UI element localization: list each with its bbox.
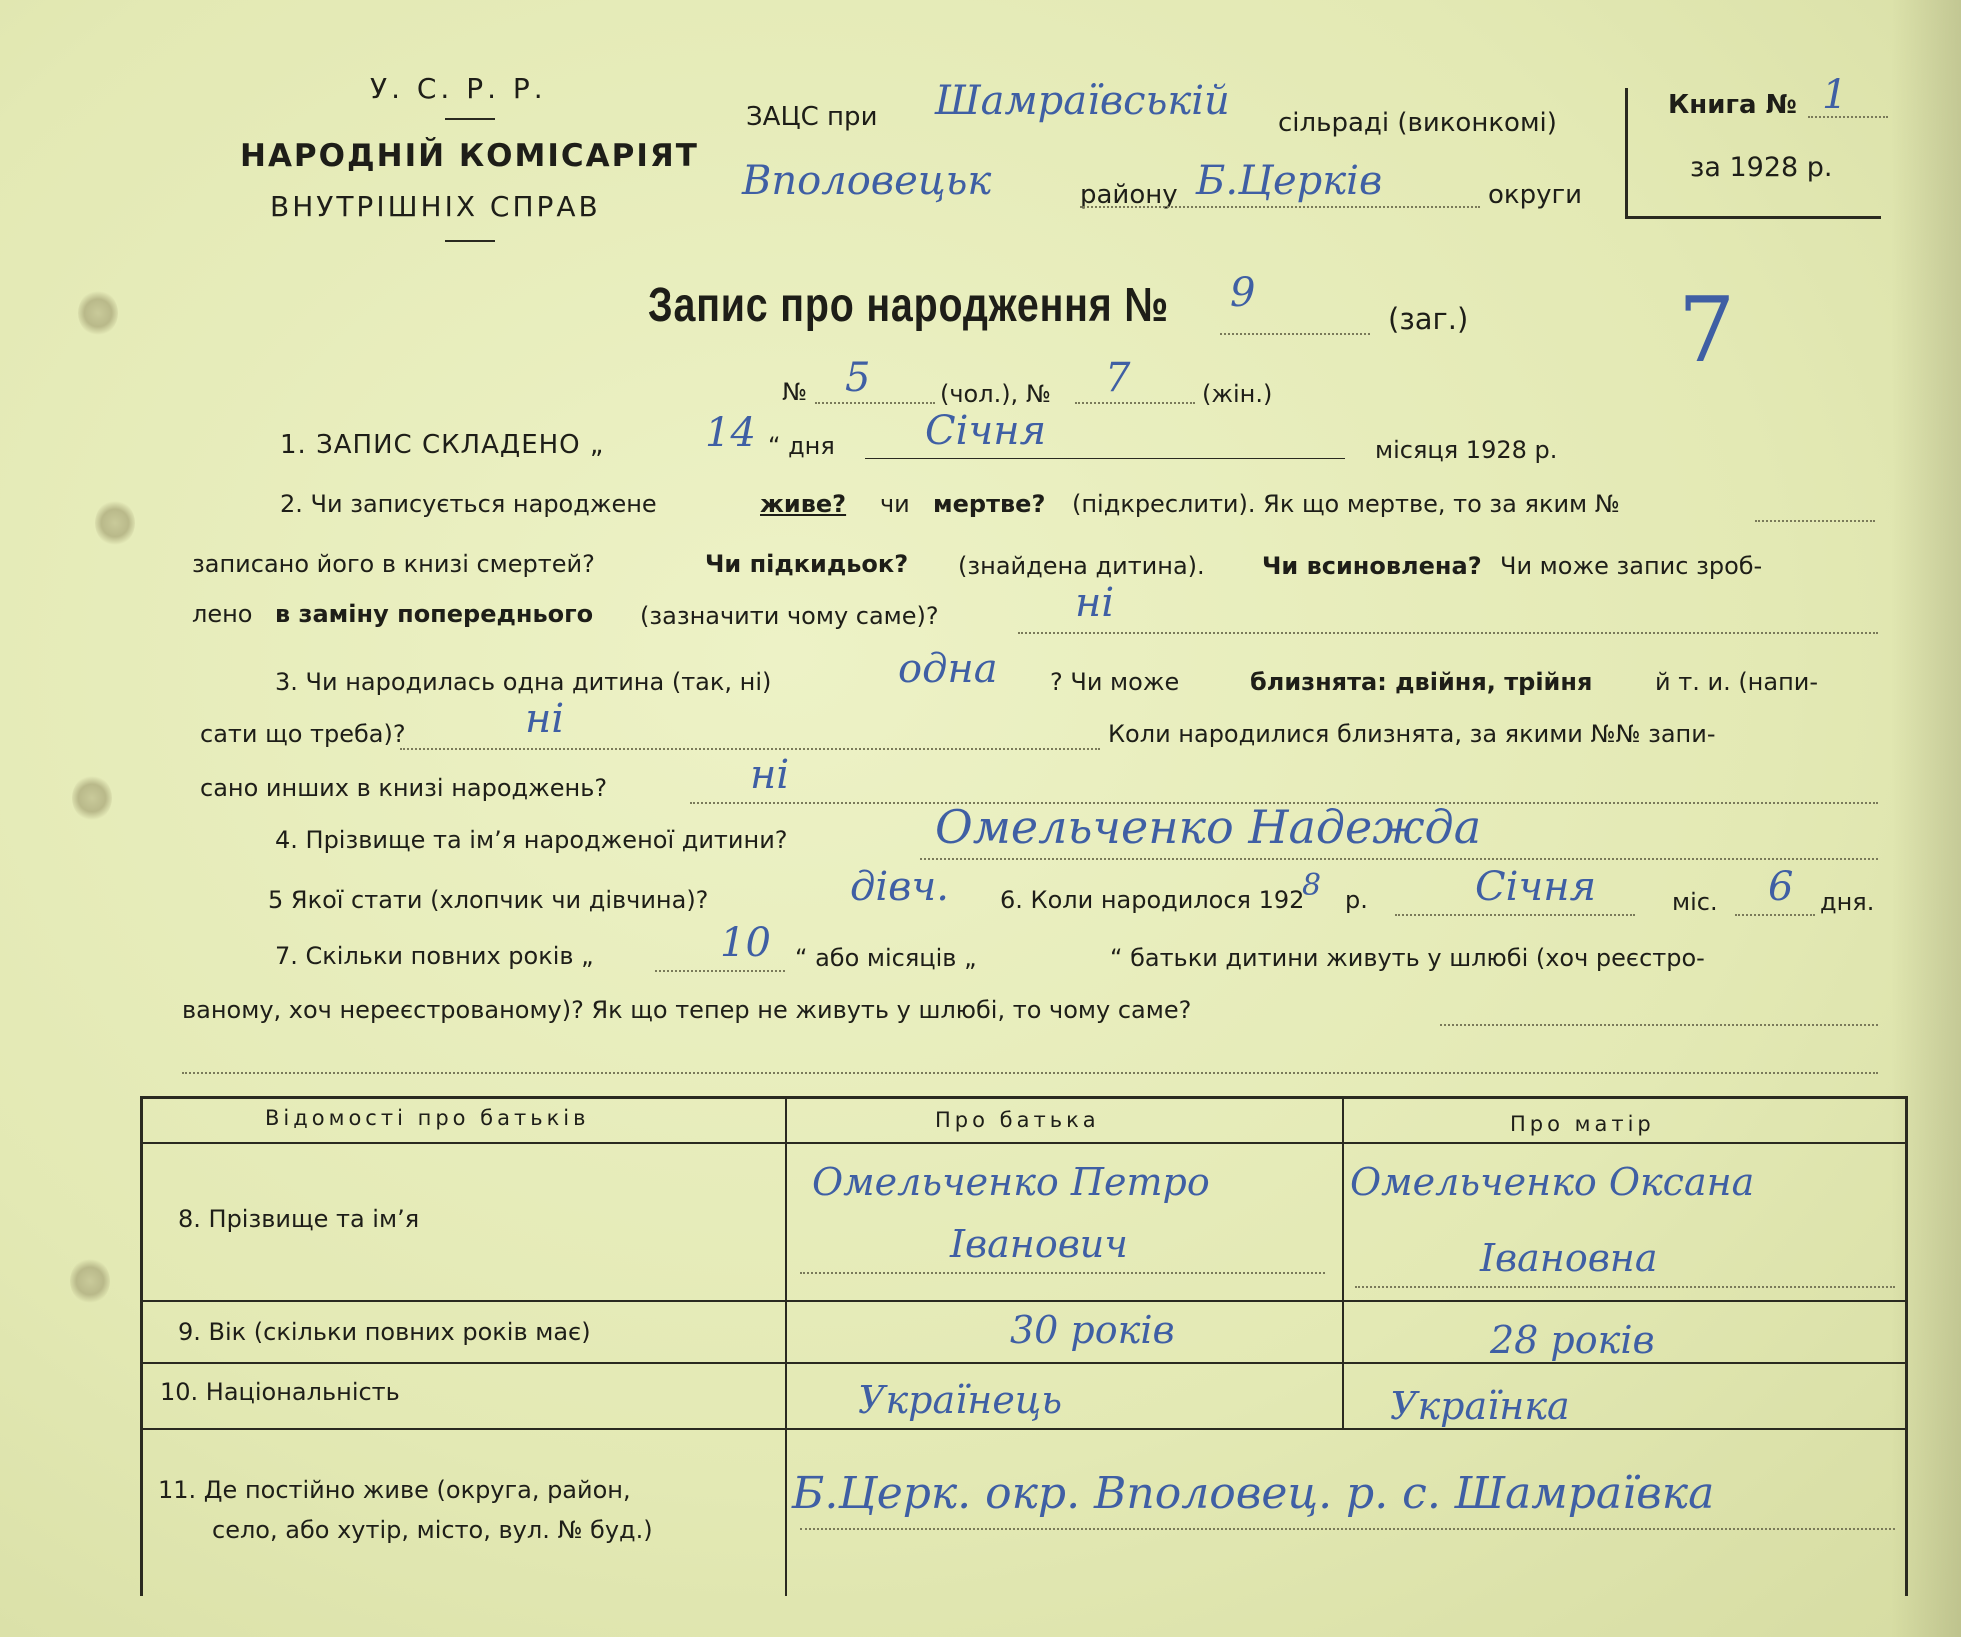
book-box-border <box>1625 216 1881 219</box>
binding-hole <box>70 1258 110 1304</box>
q2-foundling: Чи підкидьок? <box>705 550 909 578</box>
dotted-line <box>400 748 1100 750</box>
q2-text: (знайдена дитина). <box>958 552 1205 580</box>
binding-hole <box>78 290 118 336</box>
dotted-line <box>800 1528 1895 1530</box>
corner-mark: 7 <box>1678 278 1736 383</box>
ussr-label: У. С. Р. Р. <box>370 72 547 105</box>
q3-twins: близнята: двійня, трійня <box>1250 668 1593 696</box>
q2-dead: мертве? <box>933 490 1046 518</box>
q4-answer: Омельченко Надежда <box>935 800 1482 854</box>
mother-patronymic: Івановна <box>1480 1236 1658 1280</box>
table-header: Відомості про батьків <box>265 1106 590 1130</box>
book-year: за 1928 р. <box>1690 152 1833 183</box>
q1-day: 14 <box>705 410 756 456</box>
q2-adopted: Чи всиновлена? <box>1262 552 1482 580</box>
q3-text: Коли народилися близнята, за якими №№ запи- <box>1108 720 1716 748</box>
dotted-line <box>800 1272 1325 1274</box>
dotted-line <box>815 402 935 404</box>
dotted-line <box>655 970 785 972</box>
q2-text: лено <box>192 600 253 628</box>
mother-nationality: Українка <box>1390 1384 1570 1428</box>
residence-answer: Б.Церк. окр. Вполовец. р. с. Шамраївка <box>792 1468 1715 1519</box>
answer-line <box>865 458 1345 459</box>
dotted-line <box>920 858 1878 860</box>
q3-answer2: ні <box>525 696 565 742</box>
q1-suffix: місяця 1928 р. <box>1375 436 1558 464</box>
dotted-line <box>1075 402 1195 404</box>
q3-answer3: ні <box>750 752 790 798</box>
q2-or: чи <box>880 490 910 518</box>
record-suffix: (заг.) <box>1388 302 1469 336</box>
dotted-line <box>1395 914 1635 916</box>
dotted-line <box>1355 1286 1895 1288</box>
q6-day: 6 <box>1768 864 1794 910</box>
dotted-line <box>1735 914 1815 916</box>
binding-hole <box>72 775 112 821</box>
q2-text: Чи може запис зроб- <box>1500 552 1763 580</box>
divider <box>445 240 495 242</box>
table-row-label: 11. Де постійно живе (округа, район, <box>158 1476 631 1504</box>
q6-label: 6. Коли народилося 192 <box>1000 886 1305 914</box>
okrug-handwritten: Б.Церків <box>1196 158 1383 204</box>
commissariat-title: НАРОДНІЙ КОМІСАРІЯТ <box>240 138 699 174</box>
dotted-line <box>1440 1024 1878 1026</box>
table-row-divider <box>140 1362 1908 1364</box>
table-row-label: 10. Національність <box>160 1378 400 1406</box>
page-edge-shadow <box>1891 0 1961 1637</box>
father-age: 30 років <box>1010 1308 1175 1352</box>
table-row-divider <box>140 1300 1908 1302</box>
table-row-label: 8. Прізвище та ім’я <box>178 1205 420 1233</box>
binding-hole <box>95 500 135 546</box>
dotted-line <box>182 1072 1878 1074</box>
q6-dnya-label: дня. <box>1820 888 1875 916</box>
book-box-border <box>1625 88 1628 216</box>
dotted-line <box>1220 333 1370 335</box>
father-name: Омельченко Петро <box>812 1160 1210 1204</box>
table-col-divider <box>1342 1096 1344 1430</box>
zags-council-handwritten: Шамраївській <box>935 78 1230 124</box>
q3-text: ? Чи може <box>1050 668 1180 696</box>
q7-text: 7. Скільки повних років „ <box>275 942 594 970</box>
okrug-label: округи <box>1488 180 1583 210</box>
book-label: Книга № <box>1668 90 1797 120</box>
father-nationality: Українець <box>858 1378 1063 1422</box>
q1-label: 1. ЗАПИС СКЛАДЕНО „ <box>280 430 605 460</box>
q5-label: 5 Якої стати (хлопчик чи дівчина)? <box>268 886 709 914</box>
mother-name: Омельченко Оксана <box>1350 1160 1755 1204</box>
q6-year-digit: 8 <box>1302 868 1322 903</box>
q2-text: (зазначити чому саме)? <box>640 602 939 630</box>
table-header: Про матір <box>1510 1112 1655 1136</box>
q2-alive: живе? <box>760 490 847 518</box>
zags-prefix: ЗАЦС при <box>746 102 878 132</box>
q7-text: “ батьки дитини живуть у шлюбі (хоч реєстро- <box>1110 944 1705 972</box>
record-number: 9 <box>1230 270 1256 316</box>
table-border <box>1905 1096 1908 1596</box>
dotted-line <box>1080 206 1480 208</box>
table-row-label: 9. Вік (скільки повних років має) <box>178 1318 591 1346</box>
female-label: (жін.) <box>1202 380 1273 408</box>
q3-text: сати що треба)? <box>200 720 406 748</box>
q5-answer: дівч. <box>850 864 950 910</box>
q7-text: “ або місяців „ <box>795 944 977 972</box>
male-number: 5 <box>845 355 871 401</box>
female-number: 7 <box>1105 355 1131 401</box>
mother-age: 28 років <box>1490 1318 1655 1362</box>
table-row-label-cont: село, або хутір, місто, вул. № буд.) <box>212 1516 653 1544</box>
father-patronymic: Іванович <box>950 1222 1128 1266</box>
male-label: (чол.), № <box>940 380 1051 408</box>
district-label: району <box>1080 180 1178 210</box>
q2-answer: ні <box>1075 580 1115 626</box>
record-title: Запис про народження № <box>648 279 1169 332</box>
dotted-line <box>1018 632 1878 634</box>
q2-text: записано його в книзі смертей? <box>192 550 595 578</box>
q2-text: (підкреслити). Як що мертве, то за яким № <box>1072 490 1620 518</box>
department-title: ВНУТРІШНІХ СПРАВ <box>270 190 601 223</box>
table-row-divider <box>140 1142 1908 1144</box>
q4-label: 4. Прізвище та ім’я народженої дитини? <box>275 826 788 854</box>
dotted-line <box>1755 520 1875 522</box>
q1-month: Січня <box>925 408 1047 454</box>
q1-day-label: “ дня <box>768 432 835 460</box>
q2-text: 2. Чи записується народжене <box>280 490 657 518</box>
table-header: Про батька <box>935 1108 1100 1132</box>
table-col-divider <box>785 1096 787 1596</box>
q3-text: 3. Чи народилась одна дитина (так, ні) <box>275 668 772 696</box>
q3-text: сано инших в книзі народжень? <box>200 774 608 802</box>
q3-text: й т. и. (напи- <box>1655 668 1819 696</box>
zags-council-suffix: сільраді (виконкомі) <box>1278 108 1557 138</box>
q6-mis-label: міс. <box>1672 888 1718 916</box>
table-row-divider <box>140 1428 1908 1430</box>
book-number: 1 <box>1822 72 1848 118</box>
male-no-label: № <box>782 378 807 406</box>
q7-text: ваному, хоч нереєстрованому)? Як що тепер не живуть у шлюбі, то чому саме? <box>182 996 1192 1024</box>
q6-month: Січня <box>1475 864 1597 910</box>
q3-answer1: одна <box>898 646 998 692</box>
dotted-line <box>1808 116 1888 118</box>
table-border <box>140 1096 1908 1099</box>
district-handwritten: Вполовецьк <box>742 158 992 204</box>
q6-r-label: р. <box>1345 886 1368 914</box>
q7-years: 10 <box>720 920 771 966</box>
q2-replace: в заміну попереднього <box>275 600 594 628</box>
table-border <box>140 1096 143 1596</box>
divider <box>445 118 495 120</box>
